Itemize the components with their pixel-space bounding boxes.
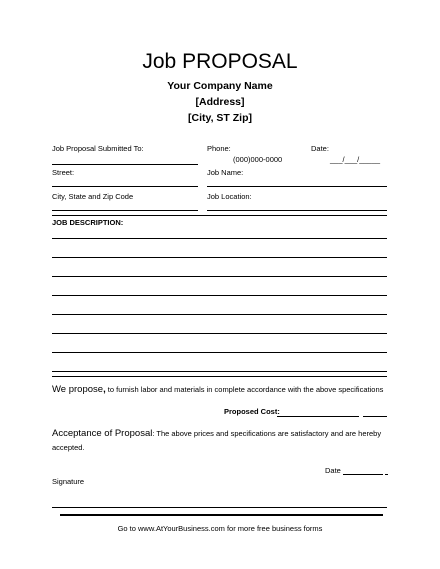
phone-label: Phone:: [207, 144, 231, 153]
job-description-line-7[interactable]: [52, 352, 387, 353]
job-description-line-3[interactable]: [52, 276, 387, 277]
acceptance-text: : The above prices and specifications are satisfactory and are hereby: [152, 429, 382, 438]
job-name-field[interactable]: [207, 186, 387, 187]
proposed-cost-field[interactable]: [277, 416, 359, 417]
date-value: ___/___/_____: [330, 155, 381, 164]
date-sig-label: Date: [325, 466, 341, 475]
company-city-state-zip: [City, ST Zip]: [188, 112, 252, 124]
form-title: Job PROPOSAL: [142, 50, 298, 73]
acceptance-statement: [52, 429, 381, 439]
phone-value: (000)000-0000: [233, 155, 283, 164]
date-label: Date:: [311, 144, 329, 153]
footer-divider: [60, 514, 383, 516]
job-description-line-4[interactable]: [52, 295, 387, 296]
we-propose-text: to furnish labor and materials in complete accordance with the above specifications: [107, 385, 384, 394]
job-description-line-5[interactable]: [52, 314, 387, 315]
section-divider: [52, 376, 387, 377]
we-propose-comma: ,: [103, 384, 106, 395]
acceptance-date-field[interactable]: [343, 474, 383, 475]
street-field[interactable]: [52, 186, 198, 187]
street-label: Street:: [52, 168, 75, 177]
job-description-label: JOB DESCRIPTION:: [52, 218, 124, 227]
job-description-line-6[interactable]: [52, 333, 387, 334]
proposed-cost-extra-field[interactable]: [363, 416, 387, 417]
job-name-label: Job Name:: [207, 168, 244, 177]
we-propose-statement: [52, 385, 383, 395]
company-name: Your Company Name: [167, 80, 273, 92]
job-description-line-8[interactable]: [52, 371, 387, 372]
we-propose-lead: We propose: [52, 384, 104, 395]
job-description-line-1[interactable]: [52, 238, 387, 239]
section-divider: [52, 215, 387, 216]
acceptance-date-tick: [385, 474, 388, 475]
city-zip-field[interactable]: [52, 210, 198, 211]
signature-field[interactable]: [52, 507, 387, 508]
submitted-to-field[interactable]: [52, 164, 198, 165]
company-address: [Address]: [195, 96, 245, 108]
submitted-to-label: Job Proposal Submitted To:: [52, 144, 144, 153]
job-location-label: Job Location:: [207, 192, 252, 201]
job-location-field[interactable]: [207, 210, 387, 211]
footer-text: Go to www.AtYourBusiness.com for more free business forms: [117, 524, 323, 533]
city-zip-label: City, State and Zip Code: [52, 192, 134, 201]
proposed-cost-label: Proposed Cost:: [224, 407, 280, 416]
acceptance-lead: Acceptance of Proposal: [52, 428, 153, 439]
signature-label: Signature: [52, 477, 85, 486]
acceptance-text-2: accepted.: [52, 443, 85, 452]
job-description-line-2[interactable]: [52, 257, 387, 258]
